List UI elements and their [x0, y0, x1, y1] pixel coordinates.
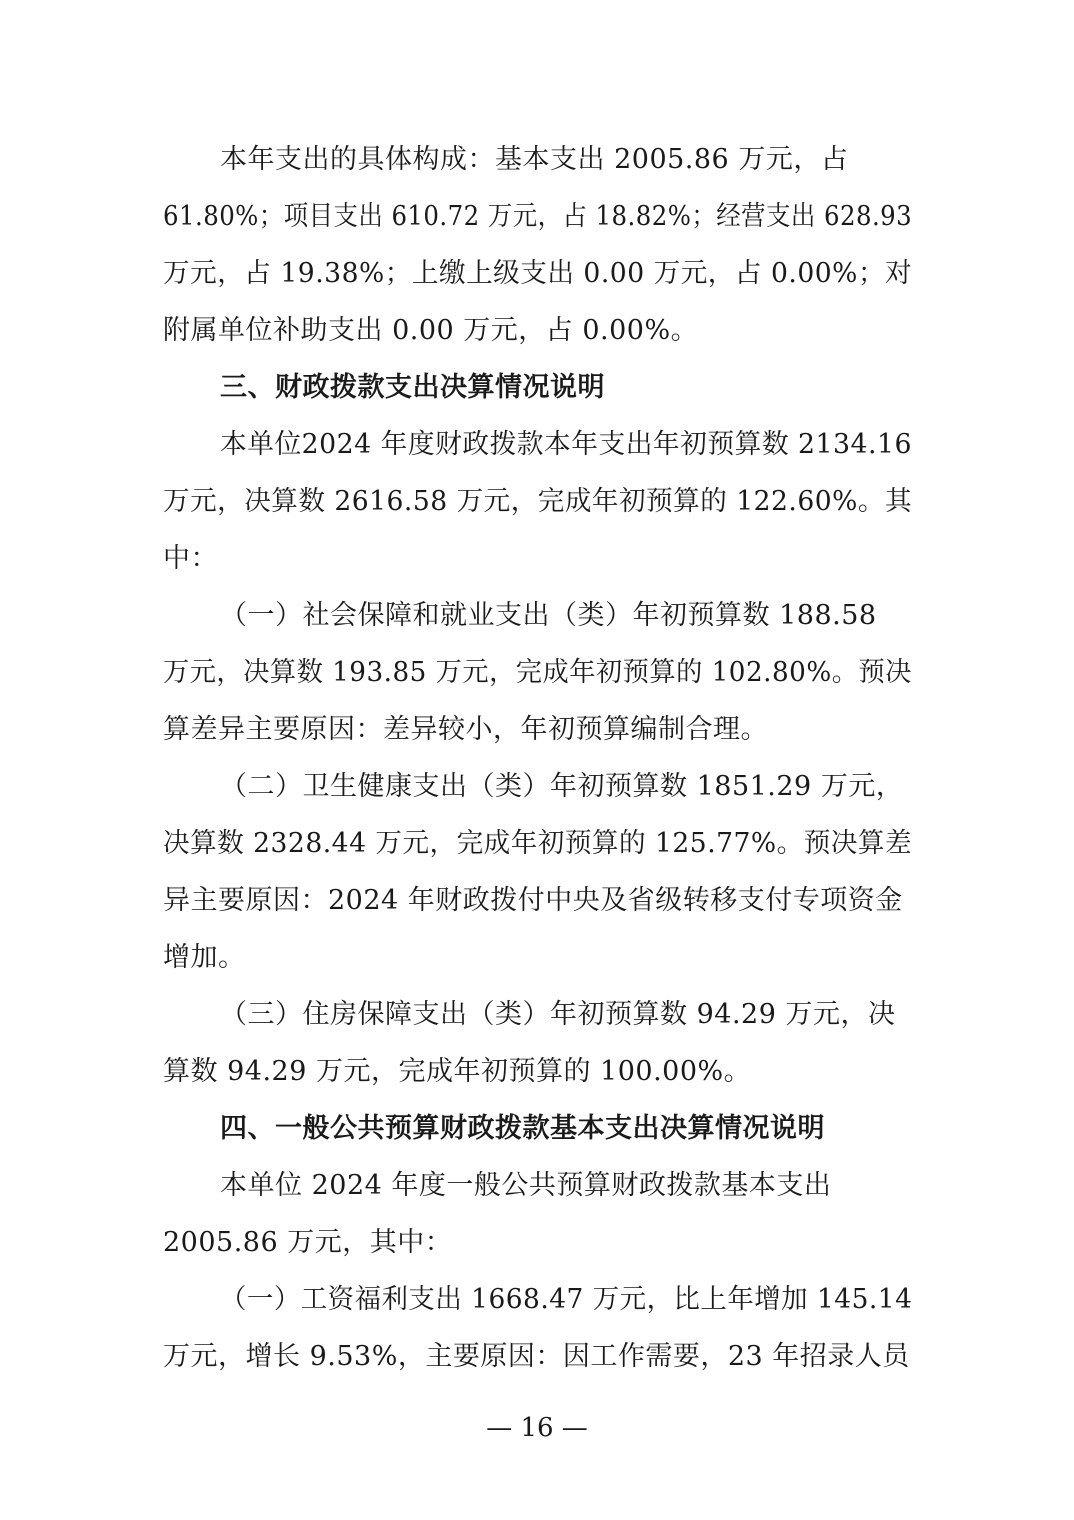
text-line	[0, 539, 1074, 579]
text-line	[0, 938, 1074, 978]
text-line	[0, 710, 1074, 750]
text-line	[0, 881, 1074, 921]
text-line	[0, 824, 1074, 864]
line-text: 万元，增长 9.53%，主要原因：因工作需要，23 年招录人员	[163, 1341, 910, 1372]
line-text: 算差异主要原因：差异较小，年初预算编制合理。	[163, 714, 768, 745]
line-text: 增加。	[163, 942, 246, 973]
line-text: 中：	[163, 543, 218, 574]
heading-text: 四、一般公共预算财政拨款基本支出决算情况说明	[220, 1113, 825, 1144]
line-text: （三）住房保障支出（类）年初预算数 94.29 万元，决	[220, 999, 896, 1030]
line-text: 本单位 2024 年度一般公共预算财政拨款基本支出	[220, 1170, 832, 1201]
line-text: 异主要原因：2024 年财政拨付中央及省级转移支付专项资金	[163, 885, 903, 916]
line-text: 万元，决算数 2616.58 万元，完成年初预算的 122.60%。其	[163, 486, 913, 517]
line-text: （一）社会保障和就业支出（类）年初预算数 188.58	[220, 600, 877, 631]
text-line	[0, 1166, 1074, 1206]
line-text: 附属单位补助支出 0.00 万元，占 0.00%。	[163, 315, 699, 346]
text-line	[0, 1052, 1074, 1092]
text-line	[0, 767, 1074, 807]
line-text: 决算数 2328.44 万元，完成年初预算的 125.77%。预决算差	[163, 828, 913, 859]
text-line	[0, 482, 1074, 522]
text-line	[0, 653, 1074, 693]
text-line	[0, 197, 1074, 237]
text-line	[0, 995, 1074, 1035]
line-text: 本年支出的具体构成：基本支出 2005.86 万元，占	[220, 144, 849, 175]
heading-text: 三、财政拨款支出决算情况说明	[220, 372, 605, 403]
line-text: （二）卫生健康支出（类）年初预算数 1851.29 万元，	[220, 771, 904, 802]
text-line	[0, 311, 1074, 351]
text-line	[0, 1280, 1074, 1320]
text-line	[0, 425, 1074, 465]
section-heading	[0, 1109, 1074, 1149]
text-line	[0, 1337, 1074, 1377]
text-line	[0, 254, 1074, 294]
text-line	[0, 140, 1074, 180]
page-number: — 16 —	[486, 1413, 588, 1443]
line-text: 61.80%；项目支出 610.72 万元，占 18.82%；经营支出 628.93	[163, 201, 913, 232]
text-line	[0, 1223, 1074, 1263]
line-text: 2005.86 万元，其中：	[163, 1227, 453, 1258]
text-line	[0, 596, 1074, 636]
section-heading	[0, 368, 1074, 408]
line-text: 万元，占 19.38%；上缴上级支出 0.00 万元，占 0.00%；对	[163, 258, 913, 289]
line-text: 本单位2024 年度财政拨款本年支出年初预算数 2134.16	[220, 429, 913, 460]
line-text: 算数 94.29 万元，完成年初预算的 100.00%。	[163, 1056, 752, 1087]
line-text: （一）工资福利支出 1668.47 万元，比上年增加 145.14	[220, 1284, 913, 1315]
line-text: 万元，决算数 193.85 万元，完成年初预算的 102.80%。预决	[163, 657, 912, 688]
